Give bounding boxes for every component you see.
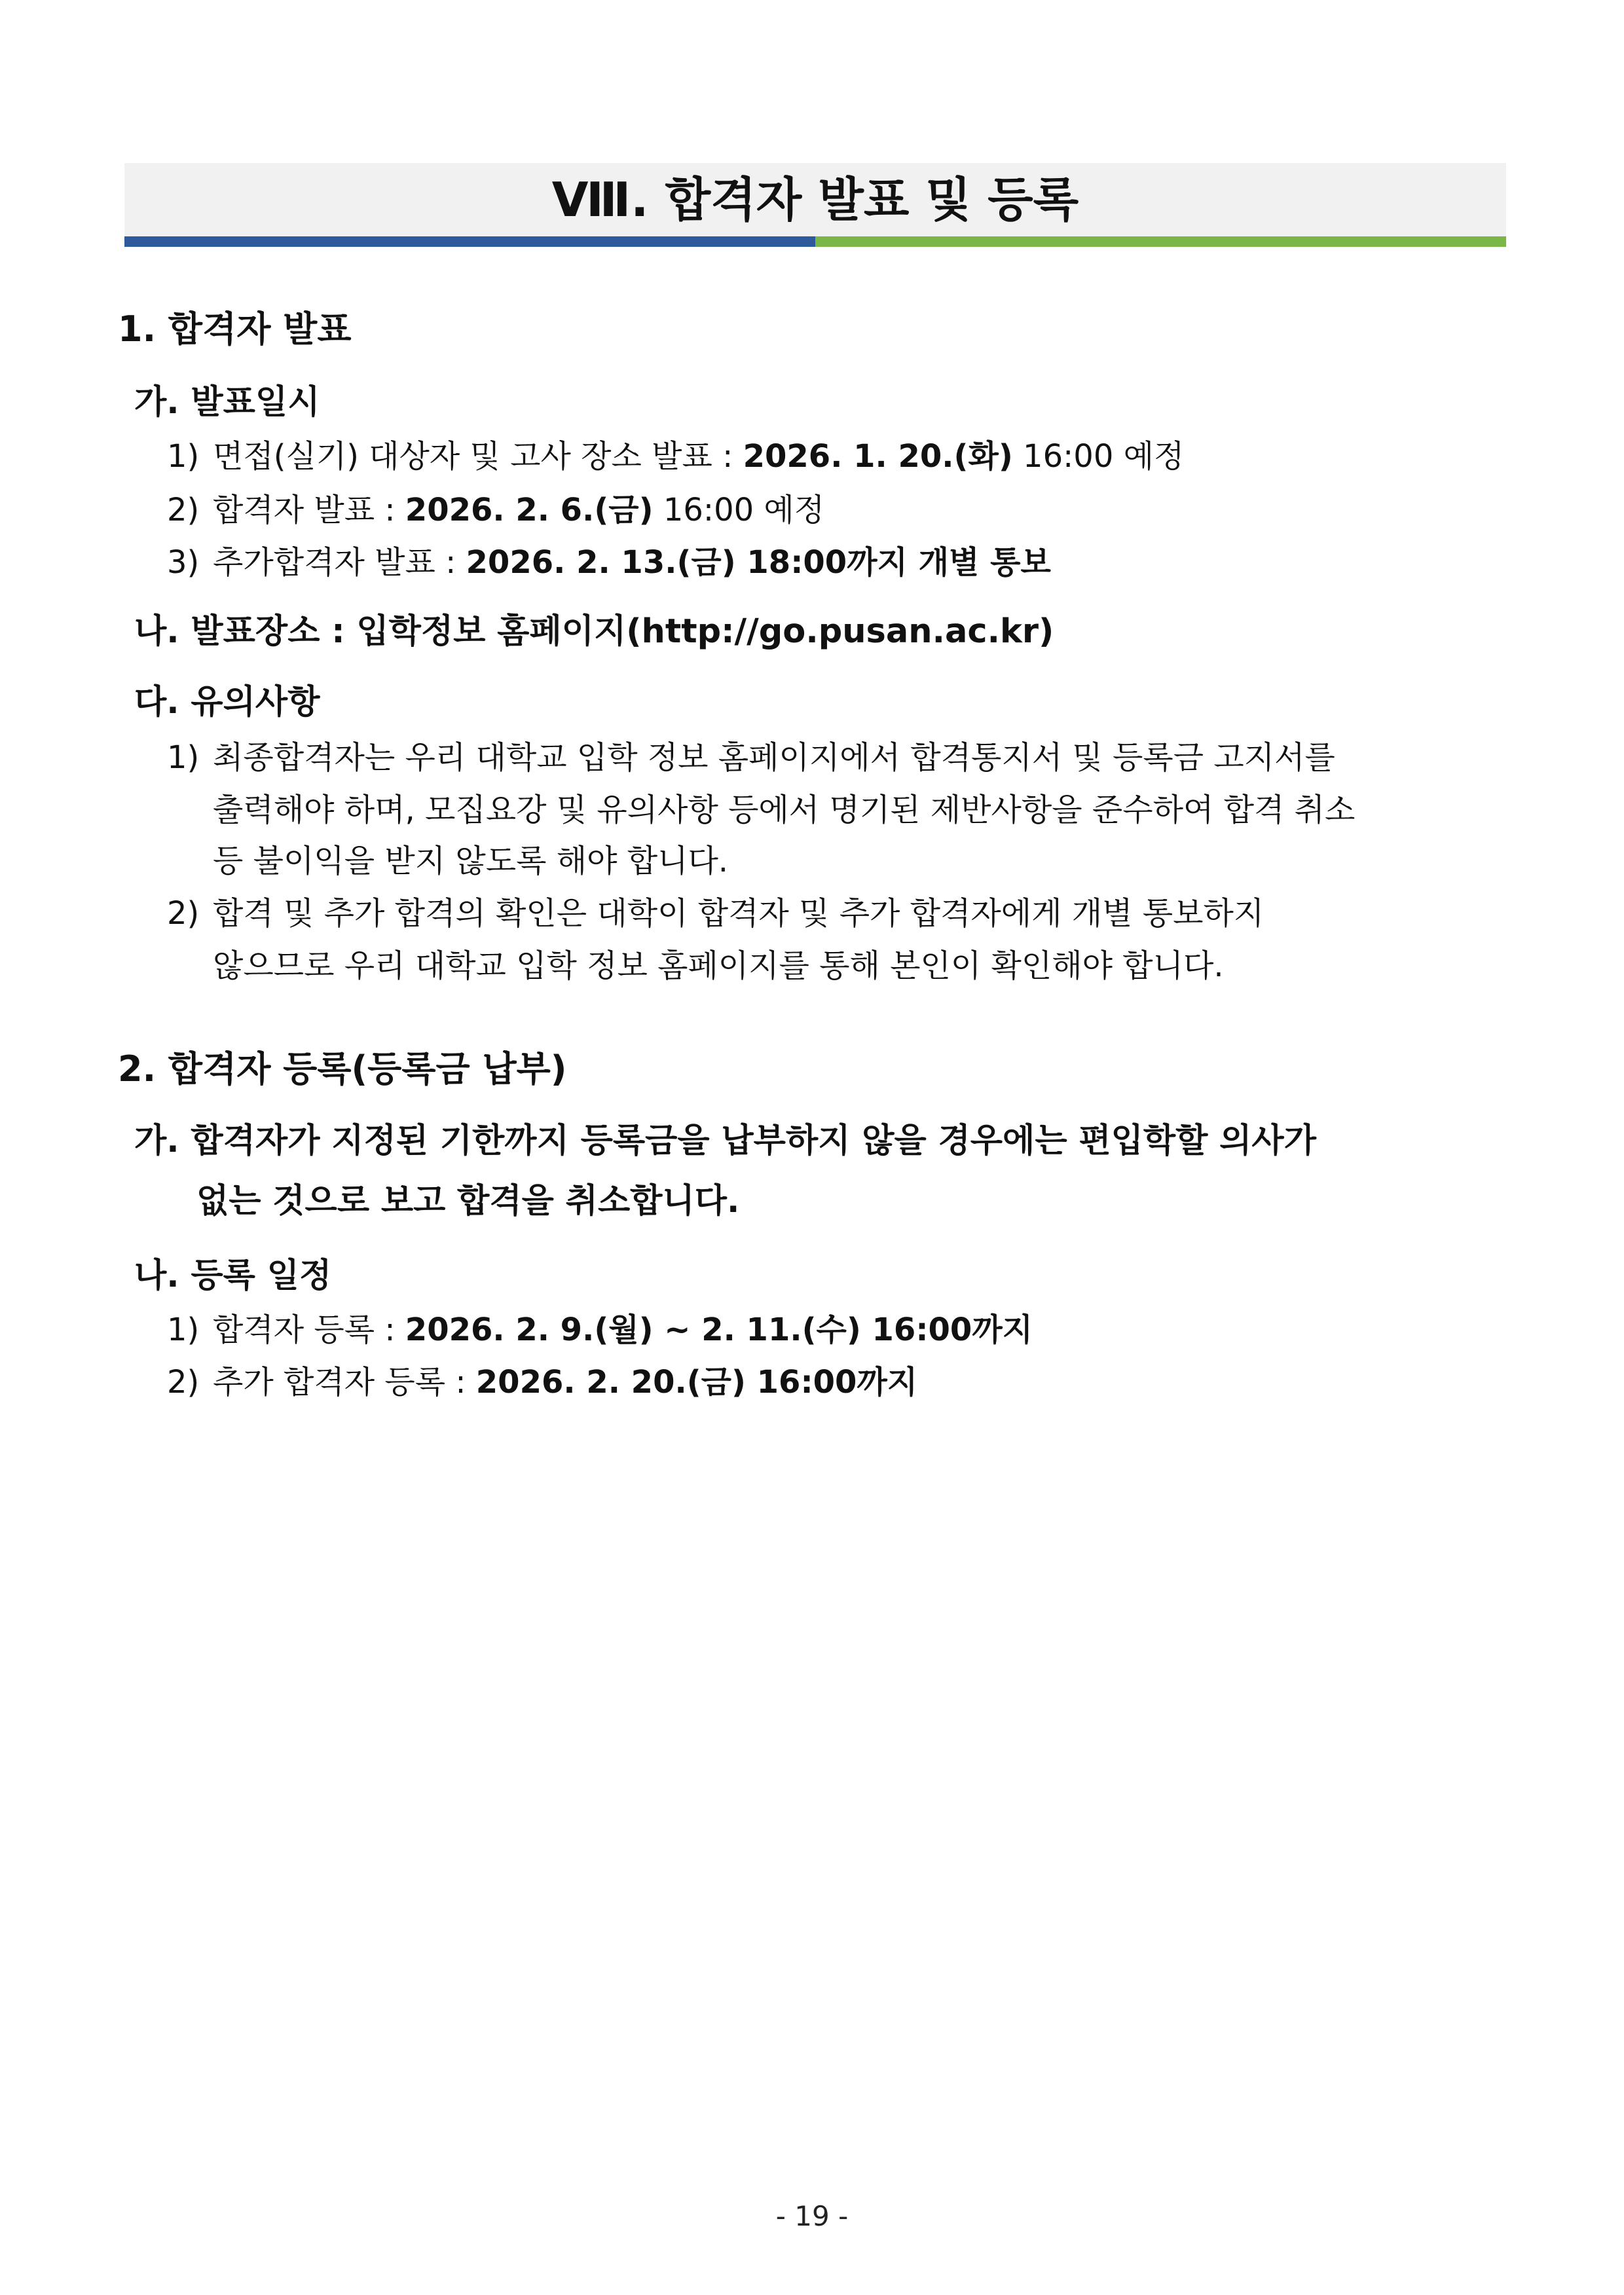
section-header xyxy=(124,163,1506,247)
announce-item-1 xyxy=(167,431,1184,476)
part2-heading: 2. 합격자 등록(등록금 납부) xyxy=(118,1048,567,1090)
notice-item-2-line2: 않으므로 우리 대학교 입학 정보 홈페이지를 통해 본인이 확인해야 합니다. xyxy=(213,947,1224,984)
item-label: 합격자 등록 : xyxy=(213,1312,405,1348)
part1-da-heading: 다. 유의사항 xyxy=(134,683,320,722)
item-label: 합격자 발표 : xyxy=(213,492,405,528)
notice-item-1-line3: 등 불이익을 받지 않도록 해야 합니다. xyxy=(213,843,729,879)
announce-item-3 xyxy=(167,537,1051,582)
item-text: 합격 및 추가 합격의 확인은 대학이 합격자 및 추가 합격자에게 개별 통보하지 xyxy=(213,895,1264,932)
item-number: 2) xyxy=(167,492,200,528)
item-label: 추가 합격자 등록 : xyxy=(213,1364,476,1401)
item-date: 2026. 2. 13.(금) 18:00까지 개별 통보 xyxy=(466,544,1051,581)
notice-item-2-line1 xyxy=(167,888,1264,933)
item-number: 3) xyxy=(167,544,200,581)
announce-item-2 xyxy=(167,485,824,530)
item-number: 2) xyxy=(167,895,200,932)
item-number: 1) xyxy=(167,739,200,776)
notice-item-1-line2: 출력해야 하며, 모집요강 및 유의사항 등에서 명기된 제반사항을 준수하여 합격 취소 xyxy=(213,792,1356,828)
register-item-1 xyxy=(167,1304,1033,1349)
item-text: 최종합격자는 우리 대학교 입학 정보 홈페이지에서 합격통지서 및 등록금 고지서를 xyxy=(213,739,1335,776)
item-date: 2026. 2. 20.(금) 16:00까지 xyxy=(475,1364,918,1401)
item-tail: 16:00 예정 xyxy=(1012,438,1185,475)
notice-item-1-line1 xyxy=(167,732,1335,777)
part2-na-heading: 나. 등록 일정 xyxy=(134,1257,332,1295)
item-number: 1) xyxy=(167,438,200,475)
item-date: 2026. 2. 6.(금) xyxy=(405,492,654,528)
part2-ga-line2: 없는 것으로 보고 합격을 취소합니다. xyxy=(196,1182,740,1221)
section-title: Ⅷ. 합격자 발표 및 등록 xyxy=(551,172,1079,227)
header-bar-green xyxy=(815,236,1506,247)
part1-ga-heading: 가. 발표일시 xyxy=(134,383,320,422)
item-tail: 16:00 예정 xyxy=(653,492,825,528)
item-date: 2026. 1. 20.(화) xyxy=(743,438,1013,475)
item-label: 면접(실기) 대상자 및 고사 장소 발표 : xyxy=(213,438,743,475)
header-bar-blue xyxy=(124,236,815,247)
part1-na-heading: 나. 발표장소 : 입학정보 홈페이지(http://go.pusan.ac.kr) xyxy=(134,612,1054,651)
page-number: - 19 - xyxy=(775,2200,849,2232)
item-number: 2) xyxy=(167,1364,200,1401)
part1-heading: 1. 합격자 발표 xyxy=(118,308,352,350)
item-label: 추가합격자 발표 : xyxy=(213,544,466,581)
register-item-2 xyxy=(167,1357,917,1402)
item-date: 2026. 2. 9.(월) ~ 2. 11.(수) 16:00까지 xyxy=(405,1312,1033,1348)
part2-ga-line1: 가. 합격자가 지정된 기한까지 등록금을 납부하지 않을 경우에는 편입학할 의사가 xyxy=(134,1122,1316,1160)
item-number: 1) xyxy=(167,1312,200,1348)
